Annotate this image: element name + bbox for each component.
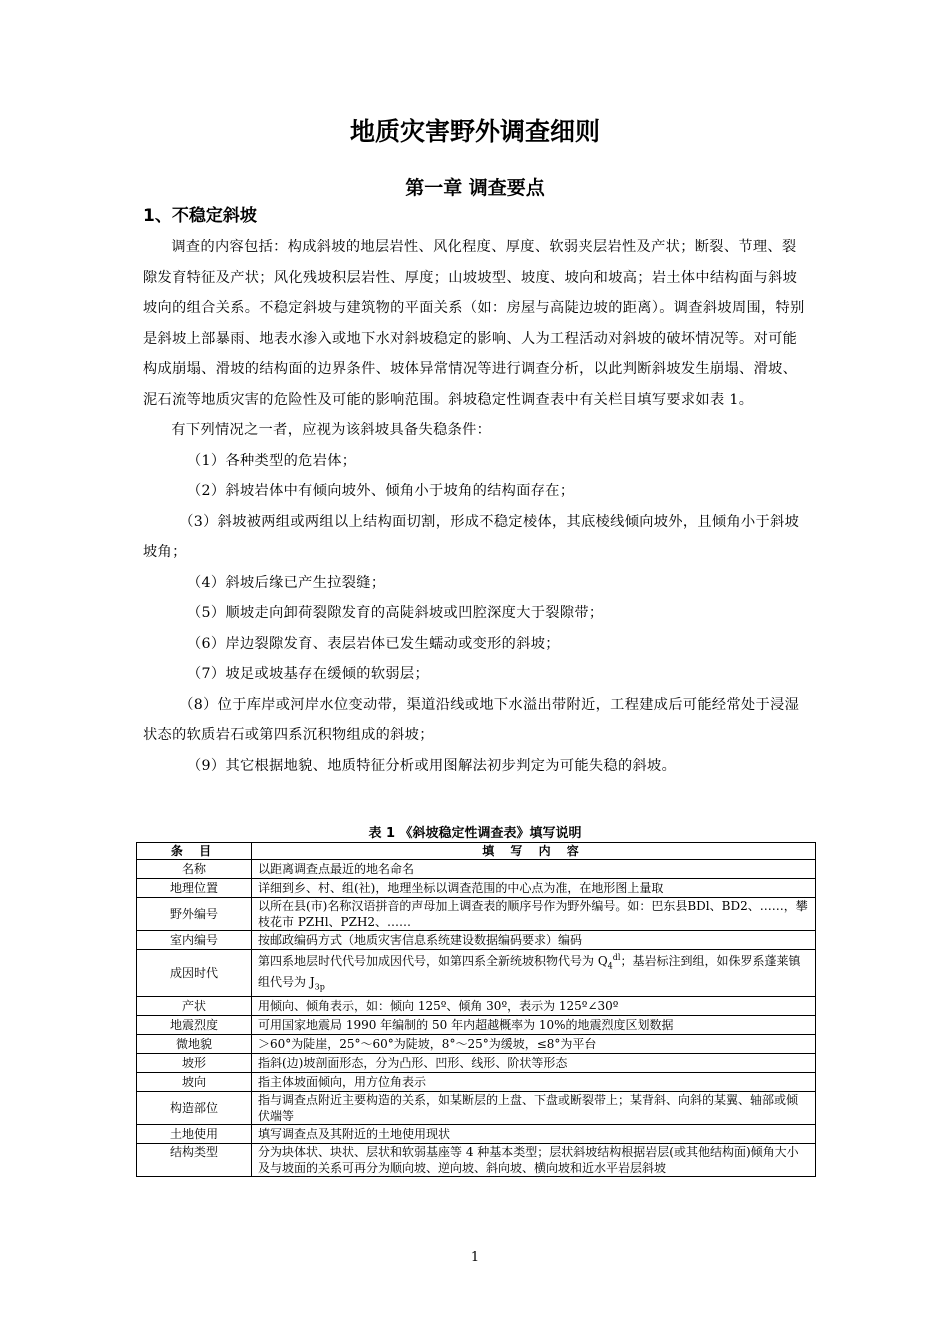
list-item: （8）位于库岸或河岸水位变动带，渠道沿线或地下水溢出带附近，工程建成后可能经常处于浸湿状态的软质岩石或第四系沉积物组成的斜坡； <box>143 696 800 743</box>
page-number: 1 <box>470 1250 480 1265</box>
column-header: 填 写 内 容 <box>252 843 816 860</box>
row-value: 详细到乡、村、组(社)，地理坐标以调查范围的中心点为准，在地形图上量取 <box>252 879 816 898</box>
row-key: 构造部位 <box>137 1091 252 1124</box>
list-item: （1）各种类型的危岩体； <box>187 452 357 469</box>
chapter-heading: 第一章 调查要点 <box>405 177 545 199</box>
row-value-part: ；基岩标注到组，如侏罗系蓬莱镇组代号为 J <box>258 954 801 990</box>
section-heading: 1、不稳定斜坡 <box>143 206 257 226</box>
row-value: 以距离调查点最近的地名命名 <box>252 860 816 879</box>
list-item: （3）斜坡被两组或两组以上结构面切割，形成不稳定棱体，其底棱线倾向坡外，且倾角小于斜坡坡角； <box>143 513 800 560</box>
row-key: 野外编号 <box>137 898 252 931</box>
list-item: （4）斜坡后缘已产生拉裂缝； <box>187 574 386 591</box>
table-row <box>137 1072 816 1091</box>
row-value: 按邮政编码方式（地质灾害信息系统建设数据编码要求）编码 <box>252 931 816 950</box>
paragraph: 调查的内容包括：构成斜坡的地层岩性、风化程度、厚度、软弱夹层岩性及产状；断裂、节理、裂隙发育特征及产状；风化残坡积层岩性、厚度；山坡坡型、坡度、坡向和坡高；岩土体中结构面与斜坡坡向的组合关系。不稳定斜坡与建筑物的平面关系（如：房屋与高陡边坡的距离）。调查斜坡周围，特别是斜坡上部暴雨、地表水渗入或地下水对斜坡稳定的影响、人为工程活动对斜坡的破坏情况等。对可能构成崩塌、滑坡的结构面的边界条件、坡体异常情况等进行调查分析，以此判断斜坡发生崩塌、滑坡、泥石流等地质灾害的危险性及可能的影响范围。斜坡稳定性调查表中有关栏目填写要求如表 1。 <box>143 239 805 408</box>
row-value-part: 第四系地层时代代号加成因代号，如第四系全新统坡积物代号为 Q <box>258 954 608 968</box>
row-value: 指主体坡面倾向，用方位角表示 <box>252 1072 816 1091</box>
row-key: 室内编号 <box>137 931 252 950</box>
row-value: ＞60°为陡崖，25°～60°为陡坡，8°～25°为缓坡，≤8°为平台 <box>252 1034 816 1053</box>
row-value: 以所在县(市)名称汉语拼音的声母加上调查表的顺序号作为野外编号。如：巴东县BDl、BD2、……，攀枝花市 PZHl、PZH2、…… <box>252 898 816 931</box>
table-row <box>137 1015 816 1034</box>
row-value: 指与调查点附近主要构造的关系，如某断层的上盘、下盘或断裂带上；某背斜、向斜的某翼、轴部或倾伏端等 <box>252 1091 816 1124</box>
table-row <box>137 1124 816 1143</box>
row-key: 地理位置 <box>137 879 252 898</box>
row-value: 可用国家地震局 1990 年编制的 50 年内超越概率为 10%的地震烈度区划数据 <box>252 1015 816 1034</box>
row-key: 名称 <box>137 860 252 879</box>
table-caption: 表 1 《斜坡稳定性调查表》填写说明 <box>368 826 582 841</box>
table-row <box>137 950 816 997</box>
row-key: 结构类型 <box>137 1143 252 1176</box>
row-value: 用倾向、倾角表示，如：倾向 125º、倾角 30º，表示为 125º∠30º <box>252 996 816 1015</box>
row-value: 填写调查点及其附近的土地使用现状 <box>252 1124 816 1143</box>
paragraph: 有下列情况之一者，应视为该斜坡具备失稳条件： <box>171 422 492 438</box>
row-value: 指斜(边)坡剖面形态，分为凸形、凹形、线形、阶状等形态 <box>252 1053 816 1072</box>
subscript: 4 <box>607 961 613 971</box>
list-item: （2）斜坡岩体中有倾向坡外、倾角小于坡角的结构面存在； <box>187 483 575 499</box>
list-item: （5）顺坡走向卸荷裂隙发育的高陡斜坡或凹腔深度大于裂隙带； <box>187 605 604 621</box>
table-row <box>137 898 816 931</box>
table-row <box>137 879 816 898</box>
row-key: 微地貌 <box>137 1034 252 1053</box>
table-row <box>137 931 816 950</box>
table-row <box>137 1143 816 1176</box>
row-key: 坡形 <box>137 1053 252 1072</box>
superscript: dl <box>612 953 621 962</box>
subscript: 3p <box>314 982 325 992</box>
document-title: 地质灾害野外调查细则 <box>349 117 600 146</box>
column-header: 条 目 <box>137 843 252 860</box>
table-row <box>137 860 816 879</box>
table-header-row <box>137 843 816 860</box>
row-key: 地震烈度 <box>137 1015 252 1034</box>
table-row <box>137 1091 816 1124</box>
row-key: 产状 <box>137 996 252 1015</box>
row-value: 分为块体状、块状、层状和软弱基座等 4 种基本类型；层状斜坡结构根据岩层(或其他结构面)倾角大小及与坡面的关系可再分为顺向坡、逆向坡、斜向坡、横向坡和近水平岩层斜坡 <box>252 1143 816 1176</box>
row-key: 成因时代 <box>137 950 252 997</box>
list-item: （9）其它根据地貌、地质特征分析或用图解法初步判定为可能失稳的斜坡。 <box>187 757 677 774</box>
body-text <box>143 232 809 781</box>
row-key: 坡向 <box>137 1072 252 1091</box>
table-row <box>137 996 816 1015</box>
survey-table <box>136 842 816 1177</box>
list-item: （7）坡足或坡基存在缓倾的软弱层； <box>187 666 429 682</box>
row-key: 土地使用 <box>137 1124 252 1143</box>
row-value <box>252 950 816 997</box>
table-row <box>137 1034 816 1053</box>
list-item: （6）岸边裂隙发育、表层岩体已发生蠕动或变形的斜坡； <box>187 635 560 652</box>
table-row <box>137 1053 816 1072</box>
